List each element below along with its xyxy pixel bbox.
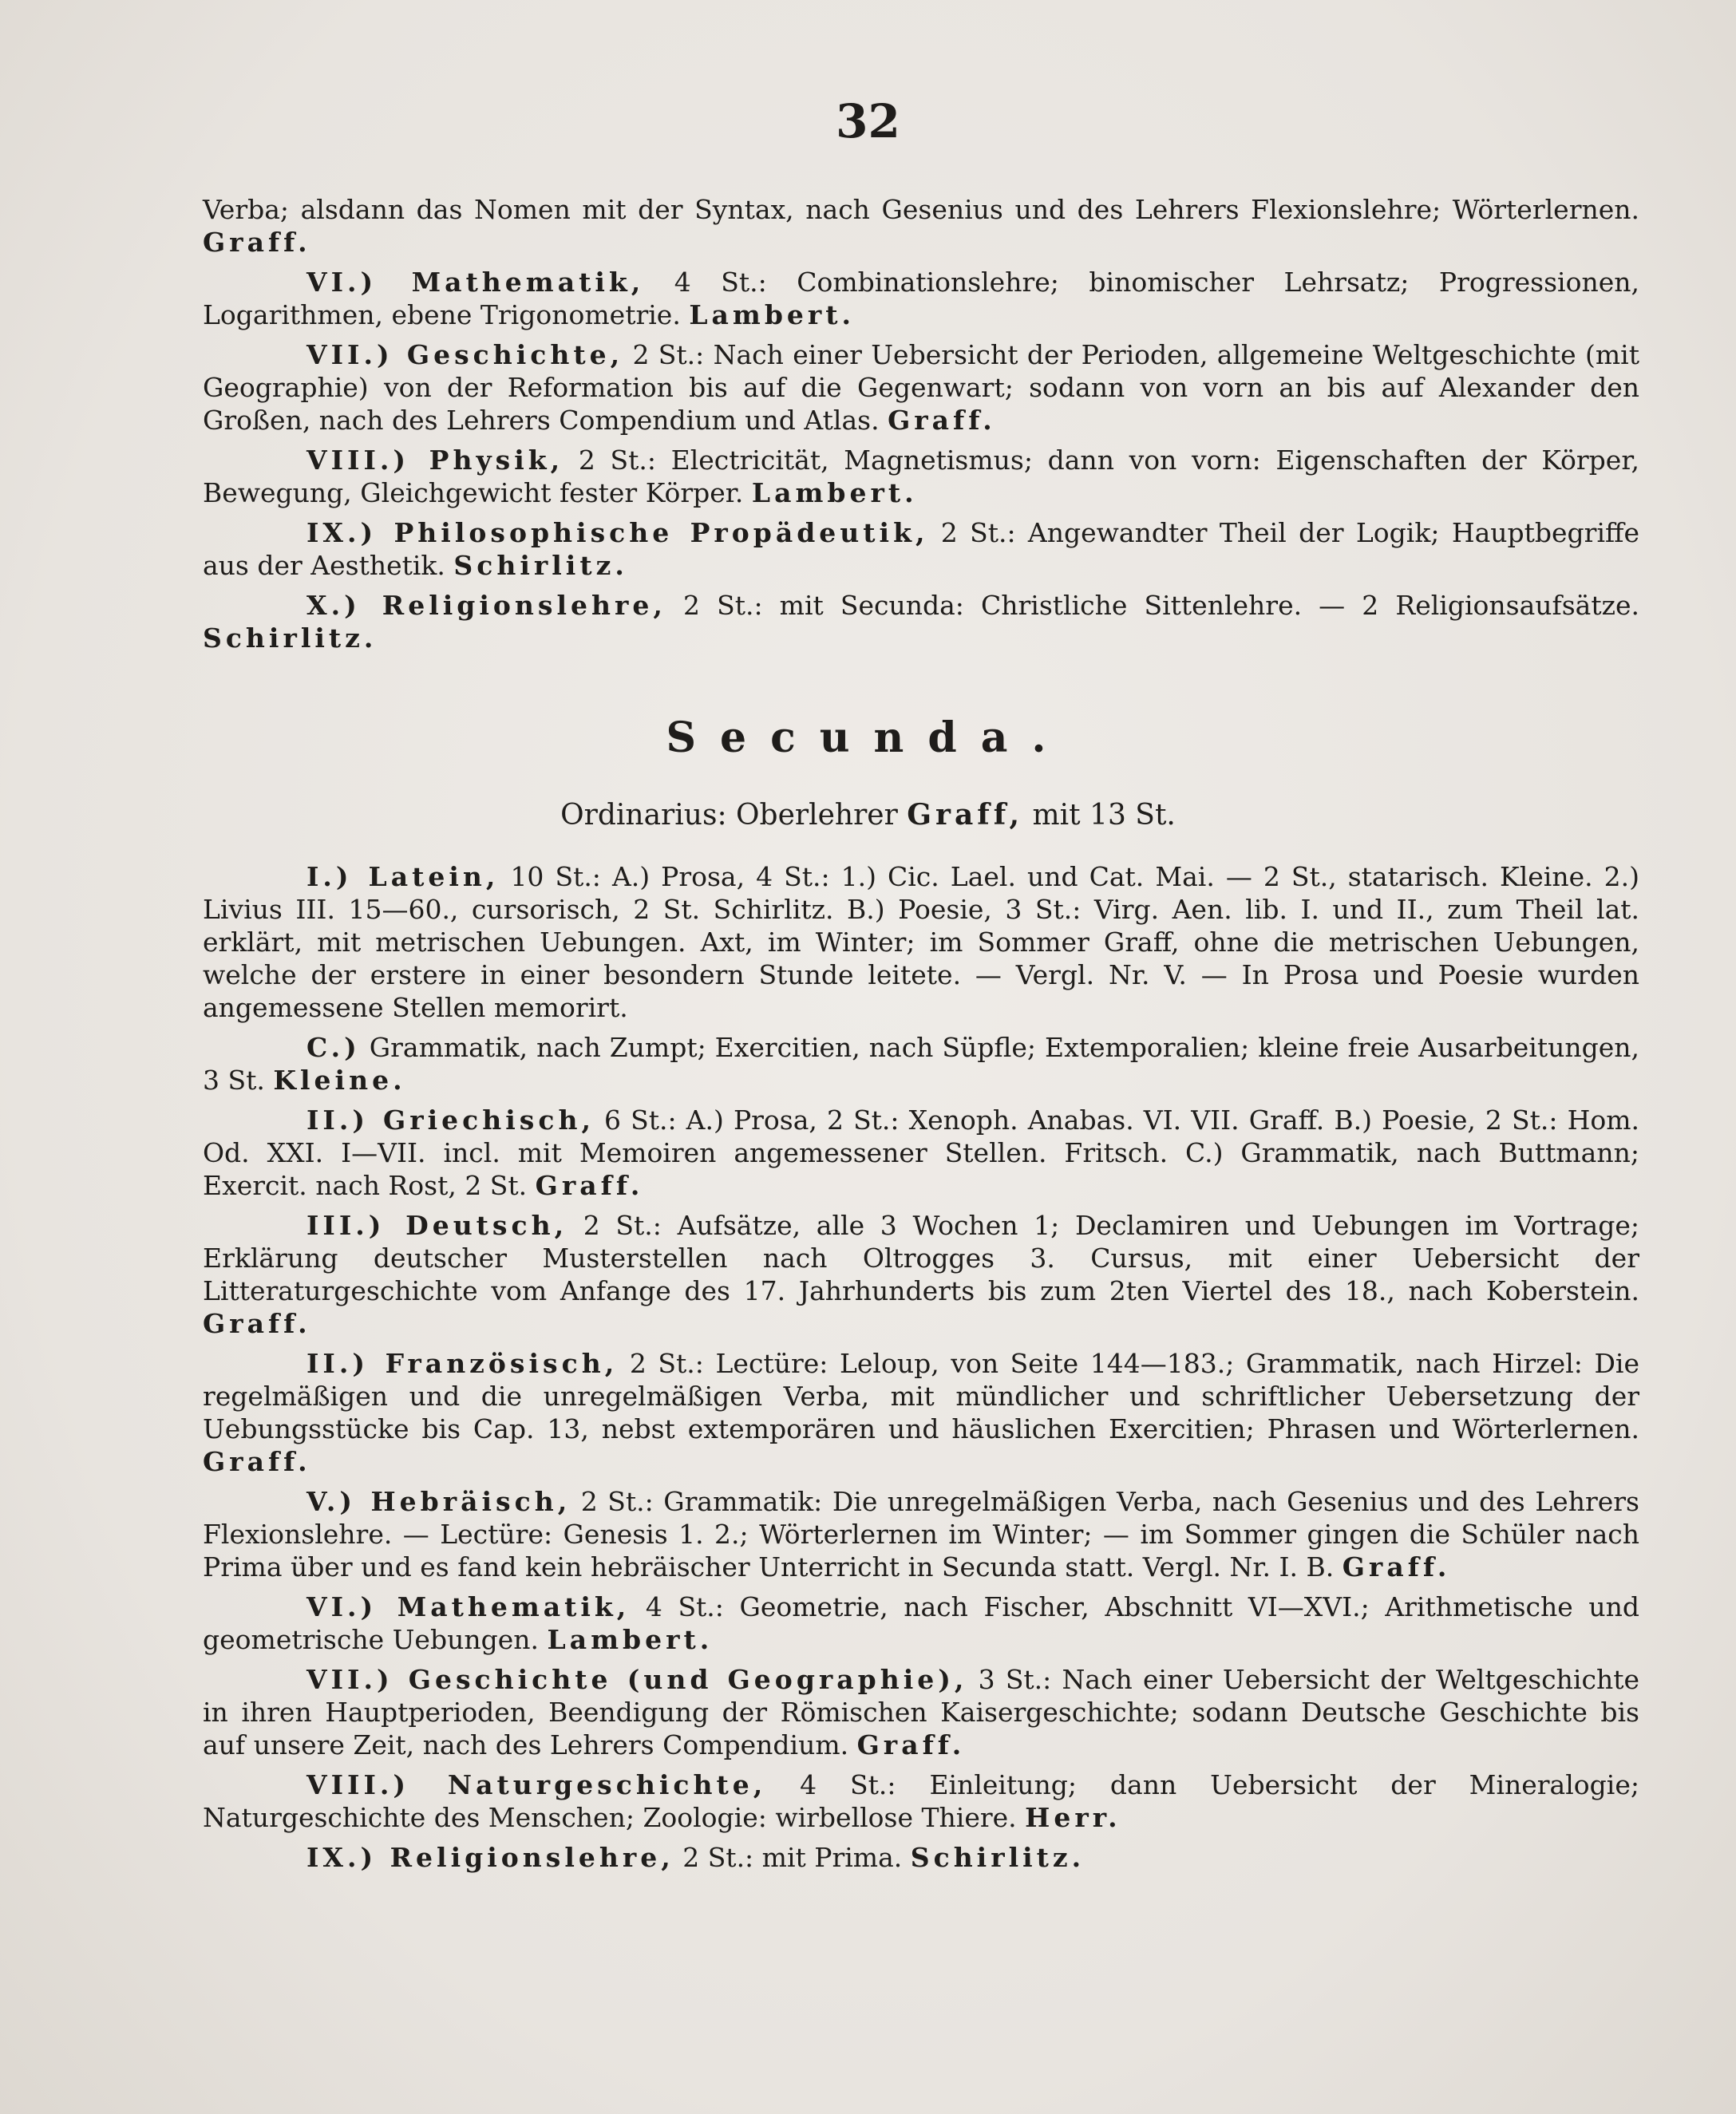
- ordinarius-text: Ordinarius: Oberlehrer: [560, 799, 898, 832]
- paragraph-teacher: Herr.: [1025, 1802, 1121, 1833]
- paragraph-body: 2 St.: Grammatik: Die unregelmäßigen Verba, nach Gesenius und des Lehrers Flexionslehre. — Lectüre: Genesis 1. 2.; Wörterlernen im Winter; — im Sommer gingen die Schüler nach Prima über und es fand kein hebräischer Unterricht in Secunda statt. Vergl. Nr. I. B.: [203, 1486, 1639, 1583]
- paragraph-lead: VII.) Geschichte,: [306, 339, 624, 370]
- paragraph-lead: V.) Hebräisch,: [306, 1486, 571, 1517]
- paragraph-body: 2 St.: Nach einer Uebersicht der Perioden, allgemeine Weltgeschichte (mit Geographie) von der Reformation bis auf die Gegenwart; sodann von vorn an bis auf Alexander den Großen, nach des Lehrers Compendium und Atlas.: [203, 339, 1640, 436]
- paragraph-body: 4 St.: Geometrie, nach Fischer, Abschnitt VI—XVI.; Arithmetische und geometrische Uebungen.: [203, 1591, 1639, 1655]
- paragraph: [203, 1209, 1639, 1340]
- section-title: Secunda.: [666, 713, 1070, 762]
- paragraph: [203, 1031, 1639, 1097]
- paragraph-body: 2 St.: Angewandter Theil der Logik; Hauptbegriffe aus der Aesthetik.: [203, 517, 1639, 581]
- paragraph: [203, 589, 1639, 654]
- paragraph: [203, 860, 1639, 1024]
- paragraph: [203, 1485, 1639, 1583]
- paragraph-teacher: Schirlitz.: [203, 622, 378, 654]
- paragraph-body: 2 St.: mit Secunda: Christliche Sittenlehre. — 2 Religionsaufsätze.: [683, 590, 1640, 621]
- paragraph-body: 10 St.: A.) Prosa, 4 St.: 1.) Cic. Lael. und Cat. Mai. — 2 St., statarisch. Kleine. 2.) Livius III. 15—60., cursorisch, 2 St. Schirlitz. B.) Poesie, 3 St.: Virg. Aen. lib. I. und II., zum Theil lat. erklärt, mit metrischen Uebungen. Axt, im Winter; im Sommer Graff, ohne die metrischen Uebungen, welche der erstere in einer besondern Stunde leitete. — Vergl. Nr. V. — In Prosa und Poesie wurden angemessene Stellen memorirt.: [203, 861, 1639, 1023]
- paragraph-lead: III.) Deutsch,: [306, 1210, 568, 1241]
- paragraph-lead: VI.) Mathematik,: [306, 267, 645, 298]
- paragraph-teacher: Graff.: [203, 227, 311, 258]
- page-number: 32: [836, 94, 900, 148]
- paragraph-body: 3 St.: Nach einer Uebersicht der Weltgeschichte in ihren Hauptperioden, Beendigung der Römischen Kaisergeschichte; sodann Deutsche Geschichte bis auf unsere Zeit, nach des Lehrers Compendium.: [203, 1664, 1639, 1760]
- paragraph-teacher: Graff.: [856, 1729, 966, 1760]
- paragraph-body: 4 St.: Einleitung; dann Uebersicht der Mineralogie; Naturgeschichte des Menschen; Zoologie: wirbellose Thiere.: [203, 1769, 1639, 1833]
- paragraph-teacher: Graff.: [888, 405, 996, 436]
- paragraph-body: 2 St.: mit Prima.: [682, 1842, 903, 1873]
- paragraph: [203, 1590, 1639, 1656]
- paragraph-lead: IX.) Philosophische Propädeutik,: [306, 517, 929, 548]
- paragraph: [203, 1841, 1639, 1874]
- ordinarius-line: [0, 798, 1736, 832]
- paragraph-body: 6 St.: A.) Prosa, 2 St.: Xenoph. Anabas. VI. VII. Graff. B.) Poesie, 2 St.: Hom. Od. XXI. I—VII. incl. mit Memoiren angemessener Stellen. Fritsch. C.) Grammatik, nach Buttmann; Exercit. nach Rost, 2 St.: [203, 1104, 1639, 1201]
- paragraph: [203, 1104, 1639, 1202]
- paragraph-teacher: Schirlitz.: [453, 550, 628, 581]
- paragraph-body: Verba; alsdann das Nomen mit der Syntax, nach Gesenius und des Lehrers Flexionslehre; Wörterlernen.: [203, 194, 1639, 225]
- ordinarius-suffix: mit 13 St.: [1032, 799, 1176, 832]
- paragraph-teacher: Graff.: [203, 1446, 311, 1477]
- paragraph-lead: II.) Französisch,: [306, 1348, 619, 1379]
- paragraph-teacher: Lambert.: [547, 1624, 714, 1655]
- paragraph-teacher: Graff.: [203, 1308, 311, 1339]
- paragraph-body: 2 St.: Electricität, Magnetismus; dann von vorn: Eigenschaften der Körper, Bewegung, Gleichgewicht fester Körper.: [203, 445, 1639, 508]
- paragraph: [203, 1347, 1639, 1478]
- paragraph-teacher: Lambert.: [751, 477, 918, 508]
- paragraph-teacher: Graff.: [535, 1170, 644, 1201]
- paragraph: [203, 266, 1639, 331]
- paragraph: [203, 193, 1639, 259]
- paragraph-teacher: Kleine.: [273, 1065, 406, 1096]
- paragraph-lead: X.) Religionslehre,: [306, 590, 666, 621]
- paragraph-lead: VII.) Geschichte (und Geographie),: [306, 1664, 968, 1695]
- paragraph: [203, 1768, 1639, 1834]
- top-section: [203, 193, 1639, 654]
- paragraph-teacher: Lambert.: [689, 299, 856, 330]
- paragraph-teacher: Schirlitz.: [910, 1842, 1085, 1873]
- paragraph-lead: IX.) Religionslehre,: [306, 1842, 674, 1873]
- paragraph-lead: C.): [306, 1032, 361, 1063]
- paragraph-lead: VIII.) Physik,: [306, 445, 564, 476]
- paragraph-lead: I.) Latein,: [306, 861, 500, 892]
- paragraph: [203, 1663, 1639, 1761]
- paragraph-lead: VIII.) Naturgeschichte,: [306, 1769, 767, 1800]
- paragraph-body: Grammatik, nach Zumpt; Exercitien, nach Süpfle; Extemporalien; kleine freie Ausarbeitungen, 3 St.: [203, 1032, 1639, 1096]
- paragraph-lead: VI.) Mathematik,: [306, 1591, 631, 1622]
- secunda-section: [203, 860, 1639, 1874]
- paragraph: [203, 516, 1639, 582]
- paragraph: [203, 338, 1639, 437]
- paragraph-lead: II.) Griechisch,: [306, 1104, 595, 1136]
- paragraph-body: 2 St.: Aufsätze, alle 3 Wochen 1; Declamiren und Uebungen im Vortrage; Erklärung deutscher Musterstellen nach Oltrogges 3. Cursus, mit einer Uebersicht der Litteraturgeschichte vom Anfange des 17. Jahrhunderts bis zum 2ten Viertel des 18., nach Koberstein.: [203, 1210, 1640, 1306]
- paragraph-body: 2 St.: Lectüre: Leloup, von Seite 144—183.; Grammatik, nach Hirzel: Die regelmäßigen und die unregelmäßigen Verba, mit mündlicher und schriftlicher Uebersetzung der Uebungsstücke bis Cap. 13, nebst extemporären und häuslichen Exercitien; Phrasen und Wörterlernen.: [203, 1348, 1640, 1444]
- paragraph: [203, 444, 1639, 509]
- paragraph-body: 4 St.: Combinationslehre; binomischer Lehrsatz; Progressionen, Logarithmen, ebene Trigonometrie.: [203, 267, 1639, 330]
- paragraph-teacher: Graff.: [1342, 1551, 1451, 1583]
- ordinarius-name: Graff,: [907, 798, 1024, 832]
